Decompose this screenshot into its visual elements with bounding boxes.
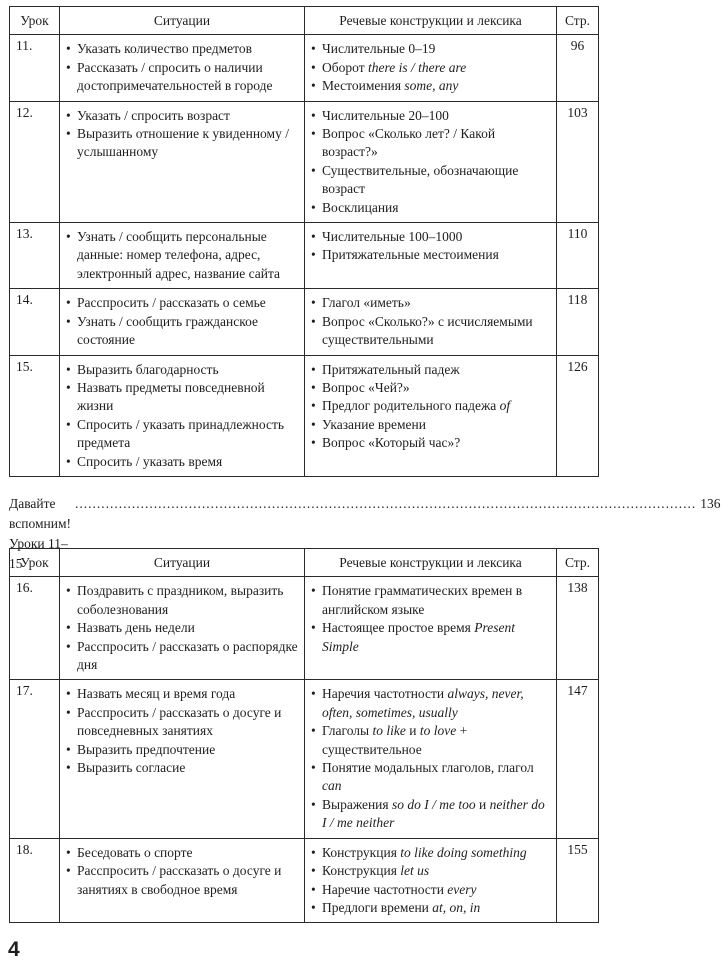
construction-item xyxy=(311,759,550,796)
situation-item: • Выразить предпочтение xyxy=(66,741,298,759)
construction-text: и xyxy=(405,723,420,739)
header-lesson: Урок xyxy=(10,7,60,35)
construction-item xyxy=(311,77,550,95)
construction-text: Выражения xyxy=(322,796,392,812)
construction-item xyxy=(311,844,550,862)
lesson-number: 17. xyxy=(10,680,60,838)
page-ref: 155 xyxy=(557,838,599,923)
lesson-number: 11. xyxy=(10,35,60,101)
situation-item: • Беседовать о спорте xyxy=(66,844,298,862)
table-row xyxy=(10,680,599,838)
situation-item: • Узнать / сообщить персональные данные: номер телефона, адрес, электронный адрес, название сайта xyxy=(66,228,298,283)
construction-item xyxy=(311,228,550,246)
construction-text: Оборот xyxy=(322,59,368,75)
construction-text: Понятие грамматических времен в английском языке xyxy=(322,583,523,617)
table-row xyxy=(10,577,599,680)
construction-text: Вопрос «Чей?» xyxy=(322,379,410,395)
constructions-list xyxy=(311,225,550,267)
situation-item: • Спросить / указать принадлежность предмета xyxy=(66,416,298,453)
constructions-cell xyxy=(305,838,557,923)
constructions-cell xyxy=(305,223,557,289)
construction-item xyxy=(311,59,550,77)
header-constructions: Речевые конструкции и лексика xyxy=(305,549,557,577)
situation-item: • Расспросить / рассказать о досуге и занятиях в свободное время xyxy=(66,862,298,899)
construction-term: to like doing something xyxy=(400,844,527,860)
table-body xyxy=(10,35,599,477)
lesson-number: 15. xyxy=(10,355,60,476)
construction-item xyxy=(311,796,550,833)
construction-text: Наречие частотности xyxy=(322,881,448,897)
situations-cell xyxy=(60,289,305,355)
lesson-number: 18. xyxy=(10,838,60,923)
construction-item xyxy=(311,162,550,199)
construction-item xyxy=(311,685,550,722)
construction-text: Притяжательные местоимения xyxy=(322,247,499,263)
construction-item xyxy=(311,313,550,350)
construction-text: Конструкция xyxy=(322,863,401,879)
situation-item: • Указать / спросить возраст xyxy=(66,107,298,125)
situation-item: • Поздравить с праздником, выразить соболезнования xyxy=(66,582,298,619)
construction-item xyxy=(311,722,550,759)
construction-term: of xyxy=(499,398,511,414)
situation-item: • Спросить / указать время xyxy=(66,453,298,471)
construction-text: Вопрос «Сколько?» с исчисляемыми существительными xyxy=(322,313,533,348)
construction-term: to like xyxy=(372,723,406,739)
constructions-cell xyxy=(305,101,557,222)
situations-cell xyxy=(60,680,305,838)
table-row xyxy=(10,838,599,923)
constructions-cell xyxy=(305,289,557,355)
construction-item xyxy=(311,361,550,379)
construction-term: Present Simple xyxy=(322,620,515,654)
construction-term: every xyxy=(447,881,477,897)
construction-term: to love xyxy=(419,723,457,739)
situations-cell xyxy=(60,35,305,101)
situation-item: • Назвать предметы повседневной жизни xyxy=(66,379,298,416)
situation-item: • Указать количество предметов xyxy=(66,40,298,58)
construction-item xyxy=(311,294,550,312)
constructions-list xyxy=(311,104,550,219)
construction-text: Глагол «иметь» xyxy=(322,295,411,311)
header-situations: Ситуации xyxy=(60,549,305,577)
situation-item: • Выразить отношение к увиденному / услышанному xyxy=(66,125,298,162)
table-header-row xyxy=(10,549,599,577)
constructions-cell xyxy=(305,355,557,476)
page-ref: 96 xyxy=(557,35,599,101)
construction-text: Местоимения xyxy=(322,78,405,94)
situations-list xyxy=(66,682,298,779)
lesson-number: 14. xyxy=(10,289,60,355)
table-row xyxy=(10,35,599,101)
table-body xyxy=(10,577,599,923)
situation-item: • Назвать месяц и время года xyxy=(66,685,298,703)
construction-text: Конструкция xyxy=(322,844,401,860)
construction-item xyxy=(311,107,550,125)
construction-item xyxy=(311,582,550,619)
lesson-number: 12. xyxy=(10,101,60,222)
page-ref: 103 xyxy=(557,101,599,222)
header-situations: Ситуации xyxy=(60,7,305,35)
situations-cell xyxy=(60,355,305,476)
situations-list xyxy=(66,841,298,901)
construction-text: Настоящее простое время xyxy=(322,620,475,636)
table-header-row xyxy=(10,7,599,35)
table-row xyxy=(10,355,599,476)
table-row xyxy=(10,101,599,222)
constructions-list xyxy=(311,841,550,920)
constructions-list xyxy=(311,37,550,97)
construction-term: at, on, in xyxy=(432,899,481,915)
construction-text: Указание времени xyxy=(322,416,426,432)
table-row xyxy=(10,223,599,289)
review-leader-dots: .............................................................................................................................................. xyxy=(75,496,697,511)
construction-item xyxy=(311,619,550,656)
construction-text: Понятие модальных глаголов, глагол xyxy=(322,760,534,776)
construction-text: Восклицания xyxy=(322,199,399,215)
page-ref: 110 xyxy=(557,223,599,289)
construction-item xyxy=(311,125,550,162)
constructions-list xyxy=(311,579,550,658)
lesson-number: 13. xyxy=(10,223,60,289)
construction-text: Наречия частотности xyxy=(322,686,448,702)
table-row xyxy=(10,289,599,355)
construction-item xyxy=(311,881,550,899)
constructions-cell xyxy=(305,35,557,101)
construction-text: Вопрос «Который час»? xyxy=(322,435,461,451)
situations-list xyxy=(66,579,298,676)
situations-list xyxy=(66,104,298,164)
construction-item xyxy=(311,397,550,415)
situations-cell xyxy=(60,838,305,923)
toc-table-lessons-16-18 xyxy=(9,548,599,923)
situation-item: • Расспросить / рассказать о семье xyxy=(66,294,298,312)
construction-text: Предлоги времени xyxy=(322,899,433,915)
situations-cell xyxy=(60,223,305,289)
construction-term: so do I / me too xyxy=(392,796,476,812)
header-lesson: Урок xyxy=(10,549,60,577)
construction-text: + существительное xyxy=(322,723,468,757)
header-page: Стр. xyxy=(557,7,599,35)
header-page: Стр. xyxy=(557,549,599,577)
construction-term: neither do I / me neither xyxy=(322,796,545,831)
construction-text: Существительные, обозначающие возраст xyxy=(322,162,519,197)
construction-text: Глаголы xyxy=(322,723,373,739)
situation-item: • Расспросить / рассказать о досуге и повседневных занятиях xyxy=(66,704,298,741)
situations-list xyxy=(66,358,298,473)
page-ref: 118 xyxy=(557,289,599,355)
construction-item xyxy=(311,862,550,880)
construction-text: Числительные 0–19 xyxy=(322,41,436,57)
construction-text: и xyxy=(475,796,490,812)
construction-term: there is / there are xyxy=(367,59,467,75)
page-ref: 147 xyxy=(557,680,599,838)
situations-list xyxy=(66,225,298,285)
review-label: Давайте вспомним! Уроки 11–15 xyxy=(9,496,72,571)
situations-cell xyxy=(60,577,305,680)
construction-item xyxy=(311,199,550,217)
construction-term: some, any xyxy=(404,78,459,94)
page-ref: 138 xyxy=(557,577,599,680)
situation-item: • Рассказать / спросить о наличии достопримечательностей в городе xyxy=(66,59,298,96)
constructions-list xyxy=(311,358,550,455)
toc-table-lessons-11-15 xyxy=(9,6,599,477)
construction-text: Числительные 20–100 xyxy=(322,107,449,123)
construction-text: Предлог родительного падежа xyxy=(322,398,500,414)
construction-item xyxy=(311,416,550,434)
situation-item: • Назвать день недели xyxy=(66,619,298,637)
page-number: 4 xyxy=(8,938,20,961)
construction-item xyxy=(311,899,550,917)
construction-text: Вопрос «Сколько лет? / Какой возраст?» xyxy=(322,126,496,160)
situation-item: • Выразить согласие xyxy=(66,759,298,777)
review-page: 136 xyxy=(700,496,721,511)
construction-term: let us xyxy=(400,863,430,879)
header-constructions: Речевые конструкции и лексика xyxy=(305,7,557,35)
situation-item: • Узнать / сообщить гражданское состояние xyxy=(66,313,298,350)
construction-item xyxy=(311,379,550,397)
constructions-list xyxy=(311,682,550,834)
lesson-number: 16. xyxy=(10,577,60,680)
page-ref: 126 xyxy=(557,355,599,476)
construction-term: can xyxy=(322,778,342,794)
constructions-list xyxy=(311,291,550,351)
constructions-cell xyxy=(305,577,557,680)
situations-list xyxy=(66,291,298,351)
situation-item: • Расспросить / рассказать о распорядке дня xyxy=(66,638,298,675)
construction-text: Числительные 100–1000 xyxy=(322,229,463,245)
construction-term: always, never, often, sometimes, usually xyxy=(322,686,524,720)
situations-cell xyxy=(60,101,305,222)
situation-item: • Выразить благодарность xyxy=(66,361,298,379)
construction-item xyxy=(311,246,550,264)
situations-list xyxy=(66,37,298,97)
construction-text: Притяжательный падеж xyxy=(322,361,460,377)
construction-item xyxy=(311,434,550,452)
construction-item xyxy=(311,40,550,58)
constructions-cell xyxy=(305,680,557,838)
